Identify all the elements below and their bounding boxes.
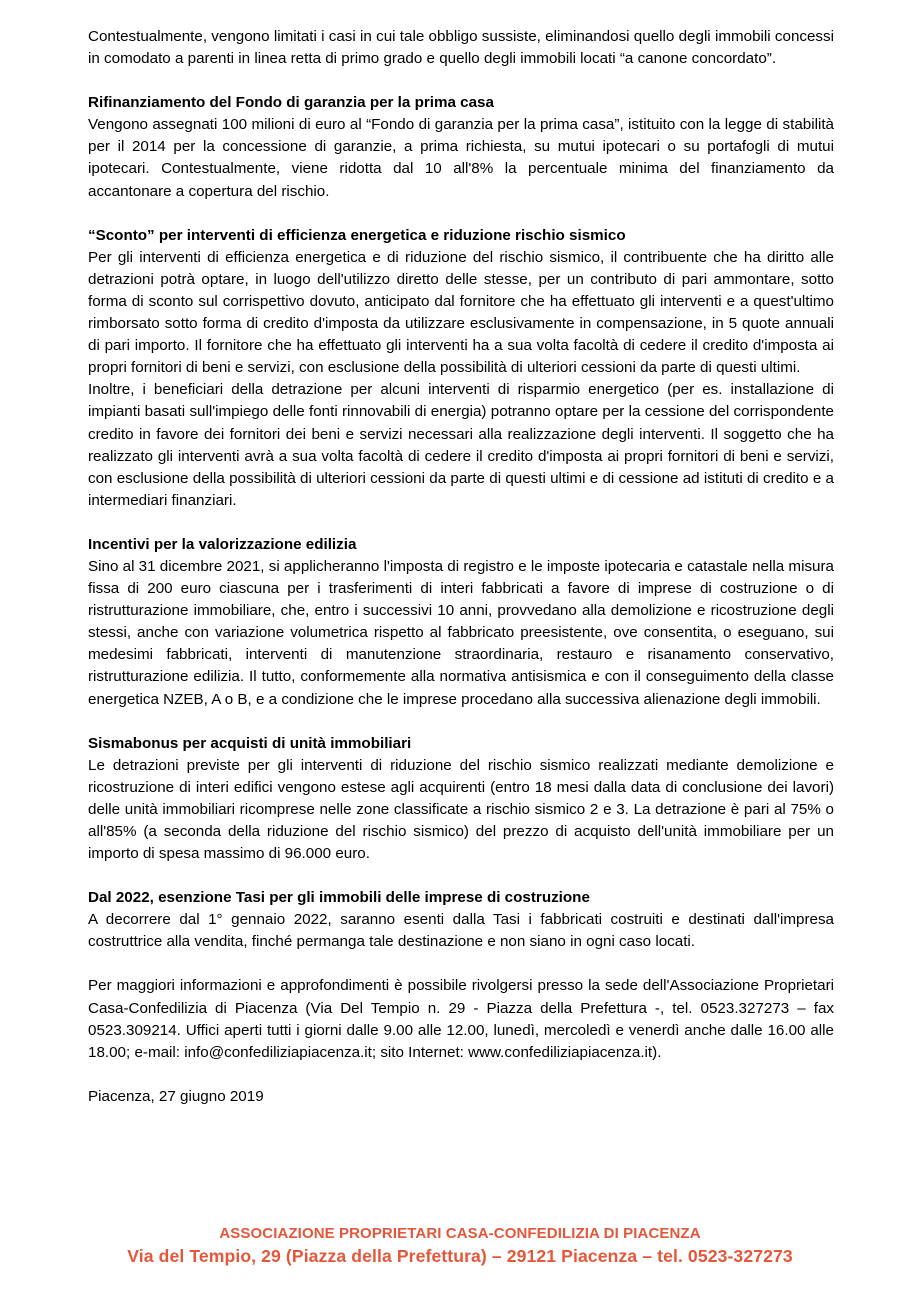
spacer (88, 512, 834, 534)
section-incentivi-valorizzazione-edilizia (88, 534, 834, 711)
intro-paragraph: Contestualmente, vengono limitati i casi in cui tale obbligo sussiste, eliminandosi quello degli immobili concessi in comodato a parenti in linea retta di primo grado e quello degli immobili locati “a canone concordato”. (88, 28, 834, 68)
section-paragraph: Vengono assegnati 100 milioni di euro al “Fondo di garanzia per la prima casa”, istituito con la legge di stabilità per il 2014 per la concessione di garanzie, a prima richiesta, su mutui ipotecari o su portafogli di mutui ipotecari. Contestualmente, viene ridotta dal 10 all'8% la percentuale minima del finanziamento da accantonare a copertura del rischio. (88, 116, 834, 200)
section-heading: Rifinanziamento del Fondo di garanzia per la prima casa (88, 94, 494, 112)
spacer (88, 1064, 834, 1086)
spacer (88, 953, 834, 975)
section-heading: Sismabonus per acquisti di unità immobiliari (88, 734, 412, 752)
section-sismabonus-acquisti (88, 733, 834, 866)
spacer (88, 865, 834, 887)
document-body (88, 26, 834, 1108)
section-esenzione-tasi-2022 (88, 887, 834, 953)
page-footer (0, 1223, 920, 1268)
footer-association-name: ASSOCIAZIONE PROPRIETARI CASA-CONFEDILIZIA DI PIACENZA (219, 1225, 701, 1242)
footer-address-line: Via del Tempio, 29 (Piazza della Prefettura) – 29121 Piacenza – tel. 0523-327273 (127, 1246, 793, 1266)
section-sconto-efficienza-energetica (88, 225, 834, 512)
section-heading: “Sconto” per interventi di efficienza energetica e riduzione rischio sismico (88, 226, 626, 244)
spacer (88, 203, 834, 225)
section-heading: Incentivi per la valorizzazione edilizia (88, 535, 357, 553)
section-paragraph: Inoltre, i beneficiari della detrazione per alcuni interventi di risparmio energetico (per es. installazione di impianti basati sull'impiego delle fonti rinnovabili di energia) potranno optare per la cessione del corrispondente credito in favore dei fornitori dei beni e servizi necessari alla realizzazione degli interventi. Il soggetto che ha realizzato gli interventi avrà a sua volta facoltà di cedere il credito d'imposta ai propri fornitori di beni e servizi, con esclusione della possibilità di ulteriori cessioni da parte di questi ultimi e di cessione ad istituti di credito e a intermediari finanziari. (88, 381, 834, 509)
spacer (88, 70, 834, 92)
spacer (88, 711, 834, 733)
section-heading: Dal 2022, esenzione Tasi per gli immobili delle imprese di costruzione (88, 889, 590, 907)
section-paragraph: A decorrere dal 1° gennaio 2022, saranno esenti dalla Tasi i fabbricati costruiti e destinati dall'impresa costruttrice alla vendita, finché permanga tale destinazione e non siano in ogni caso locati. (88, 911, 834, 951)
section-paragraph: Le detrazioni previste per gli interventi di riduzione del rischio sismico realizzati mediante demolizione e ricostruzione di interi edifici vengono estese agli acquirenti (entro 18 mesi dalla data di conclusione dei lavori) delle unità immobiliari ricomprese nelle zone classificate a rischio sismico 2 e 3. La detrazione è pari al 75% o all'85% (a seconda della riduzione del rischio sismico) del prezzo di acquisto dell'unità immobiliare per un importo di spesa massimo di 96.000 euro. (88, 756, 834, 863)
contact-paragraph: Per maggiori informazioni e approfondimenti è possibile rivolgersi presso la sede dell'Associazione Proprietari Casa-Confedilizia di Piacenza (Via Del Tempio n. 29 - Piazza della Prefettura -, tel. 0523.327273 – fax 0523.309214. Uffici aperti tutti i giorni dalle 9.00 alle 12.00, lunedì, mercoledì e venerdì anche dalle 16.00 alle 18.00; e-mail: info@confediliziapiacenza.it; sito Internet: www.confediliziapiacenza.it). (88, 977, 834, 1061)
section-paragraph: Per gli interventi di efficienza energetica e di riduzione del rischio sismico, il contribuente che ha diritto alle detrazioni potrà optare, in luogo dell'utilizzo diretto delle stesse, per un contributo di pari ammontare, sotto forma di sconto sul corrispettivo dovuto, anticipato dal fornitore che ha effettuato gli interventi e a quest'ultimo rimborsato sotto forma di credito d'imposta da utilizzare esclusivamente in compensazione, in 5 quote annuali di pari importo. Il fornitore che ha effettuato gli interventi ha a sua volta facoltà di cedere il credito d'imposta ai propri fornitori di beni e servizi, con esclusione della possibilità di ulteriori cessioni da parte di questi ultimi. (88, 248, 834, 377)
section-paragraph: Sino al 31 dicembre 2021, si applicheranno l'imposta di registro e le imposte ipotecaria e catastale nella misura fissa di 200 euro ciascuna per i trasferimenti di interi fabbricati a favore di imprese di costruzione o di ristrutturazione immobiliare, che, entro i successivi 10 anni, provvedano alla demolizione e ricostruzione degli stessi, anche con variazione volumetrica rispetto al fabbricato preesistente, ove consentita, o eseguano, sui medesimi fabbricati, interventi di manutenzione straordinaria, restauro e risanamento conservativo, ristrutturazione edilizia. Il tutto, conformemente alla normativa antisismica e con il conseguimento della classe energetica NZEB, A o B, e a condizione che le imprese procedano alla successiva alienazione degli immobili. (88, 557, 834, 708)
date-line: Piacenza, 27 giugno 2019 (88, 1087, 264, 1105)
section-rifinanziamento-fondo-garanzia (88, 92, 834, 202)
